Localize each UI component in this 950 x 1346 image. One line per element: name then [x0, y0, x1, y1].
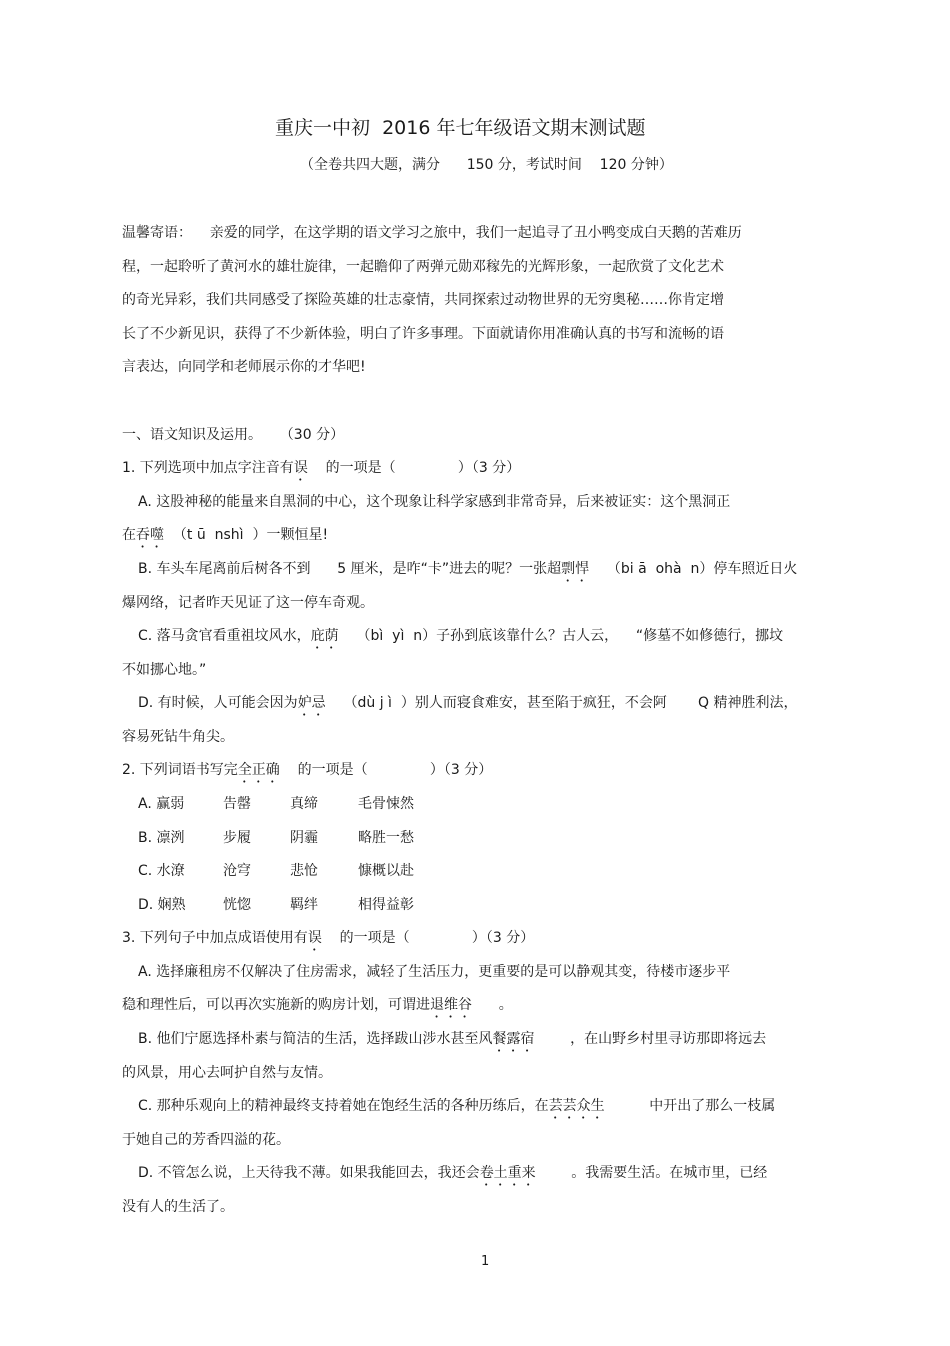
- q3-option-a-line-1: A. 选择廉租房不仅解决了住房需求，减轻了生活压力，更重要的是可以静观其变，待楼市逐步平: [138, 964, 731, 980]
- emphasis-dot: 卷土重来: [479, 1165, 536, 1181]
- q2-option-word: 恍惚: [223, 897, 251, 913]
- emphasis-dot: 妒忌: [297, 695, 326, 711]
- exam-subtitle: （全卷共四大题，满分 150 分，考试时间 120 分钟）: [300, 157, 673, 173]
- intro-line-2: 程，一起聆听了黄河水的雄壮旋律，一起瞻仰了两弹元勋邓稼先的光辉形象，一起欣赏了文化艺术: [122, 259, 724, 275]
- emphasis-dot: 吞噬: [136, 527, 164, 543]
- question-3-stem: 3. 下列句子中加点成语使用有误 的一项是（ ）（3 分）: [122, 930, 535, 946]
- q2-option-word: C. 水潦: [138, 863, 185, 879]
- question-2-stem: 2. 下列词语书写完全正确 的一项是（ ）（3 分）: [122, 762, 493, 778]
- exam-title: 重庆一中初 2016 年七年级语文期末测试题: [275, 117, 646, 139]
- emphasis-dot: 餐露宿: [492, 1031, 535, 1047]
- q2-option-word: D. 娴熟: [138, 897, 186, 913]
- intro-line-4: 长了不少新见识，获得了不少新体验，明白了许多事理。下面就请你用准确认真的书写和流畅的语: [122, 326, 724, 342]
- page-number: 1: [481, 1254, 490, 1269]
- q2-option-word: 步履: [223, 830, 251, 846]
- emphasis-dot: 剽悍: [561, 561, 590, 577]
- q2-option-word: 羁绊: [290, 897, 318, 913]
- q2-option-word: 悲怆: [290, 863, 318, 879]
- q1-option-b-line-1: B. 车头车尾离前后树各不到 5 厘米，是咋“卡”进去的呢？一张超剽悍 （bi ā ohà n）停车照近日火: [138, 561, 798, 577]
- q3-option-d-line-1: D. 不管怎么说，上天待我不薄。如果我能回去，我还会卷土重来 。我需要生活。在城市里，已经: [138, 1165, 768, 1181]
- emphasis-dot: 芸芸众生: [548, 1098, 605, 1114]
- intro-line-5: 言表达，向同学和老师展示你的才华吧!: [122, 359, 366, 375]
- q2-option-word: 毛骨悚然: [358, 796, 414, 812]
- emphasis-dot: 全正确: [237, 762, 280, 778]
- q2-option-word: B. 凛洌: [138, 830, 185, 846]
- question-1-stem: 1. 下列选项中加点字注音有误 的一项是（ ）（3 分）: [122, 460, 521, 476]
- q1-option-d-line-1: D. 有时候，人可能会因为妒忌 （dù j ì ）别人而寝食难安，甚至陷于疯狂，不会阿 Q 精神胜利法，: [138, 695, 798, 711]
- q2-option-word: 阴霾: [290, 830, 318, 846]
- q1-option-a-line-1: A. 这股神秘的能量来自黑洞的中心，这个现象让科学家感到非常奇异，后来被证实：这个黑洞正: [138, 494, 731, 510]
- emphasis-dot: 庇荫: [310, 628, 339, 644]
- q1-option-a-line-2: 在吞噬 （t ū nshì ）一颗恒星!: [122, 527, 329, 543]
- q3-option-a-line-2: 稳和理性后，可以再次实施新的购房计划，可谓进退维谷 。: [122, 997, 513, 1013]
- section-heading: 一、语文知识及运用。 （30 分）: [122, 427, 345, 443]
- q2-option-word: 沧穹: [223, 863, 251, 879]
- q3-option-d-line-2: 没有人的生活了。: [122, 1199, 234, 1215]
- q1-option-d-line-2: 容易死钻牛角尖。: [122, 729, 234, 745]
- q1-option-b-line-2: 爆网络，记者昨天见证了这一停车奇观。: [122, 595, 374, 611]
- q3-option-c-line-2: 于她自己的芳香四溢的花。: [122, 1132, 290, 1148]
- emphasis-dot: 退维谷: [430, 997, 472, 1013]
- q2-option-word: 相得益彰: [358, 897, 414, 913]
- q3-option-b-line-1: B. 他们宁愿选择朴素与简洁的生活，选择跋山涉水甚至风餐露宿 ，在山野乡村里寻访那即将远去: [138, 1031, 767, 1047]
- q2-option-word: 告罄: [223, 796, 251, 812]
- intro-line-3: 的奇光异彩，我们共同感受了探险英雄的壮志豪情，共同探索过动物世界的无穷奥秘……你肯定增: [122, 292, 724, 308]
- q2-option-word: A. 赢弱: [138, 796, 185, 812]
- q1-option-c-line-2: 不如挪心地。”: [122, 662, 207, 678]
- q1-option-c-line-1: C. 落马贪官看重祖坟风水，庇荫 （bì yì n）子孙到底该靠什么？古人云， “修墓不如修德行，挪坟: [138, 628, 784, 644]
- q2-option-word: 略胜一愁: [358, 830, 414, 846]
- emphasis-dot: 误: [307, 930, 322, 946]
- q3-option-c-line-1: C. 那种乐观向上的精神最终支持着她在饱经生活的各种历练后，在芸芸众生 中开出了那么一枝属: [138, 1098, 776, 1114]
- q2-option-word: 慷概以赴: [358, 863, 414, 879]
- q3-option-b-line-2: 的风景，用心去呵护自然与友情。: [122, 1065, 332, 1081]
- intro-line-1: 温馨寄语： 亲爱的同学，在这学期的语文学习之旅中，我们一起追寻了丑小鸭变成白天鹅的苦难历: [122, 225, 742, 241]
- emphasis-dot: 误: [293, 460, 308, 476]
- q2-option-word: 真缔: [290, 796, 318, 812]
